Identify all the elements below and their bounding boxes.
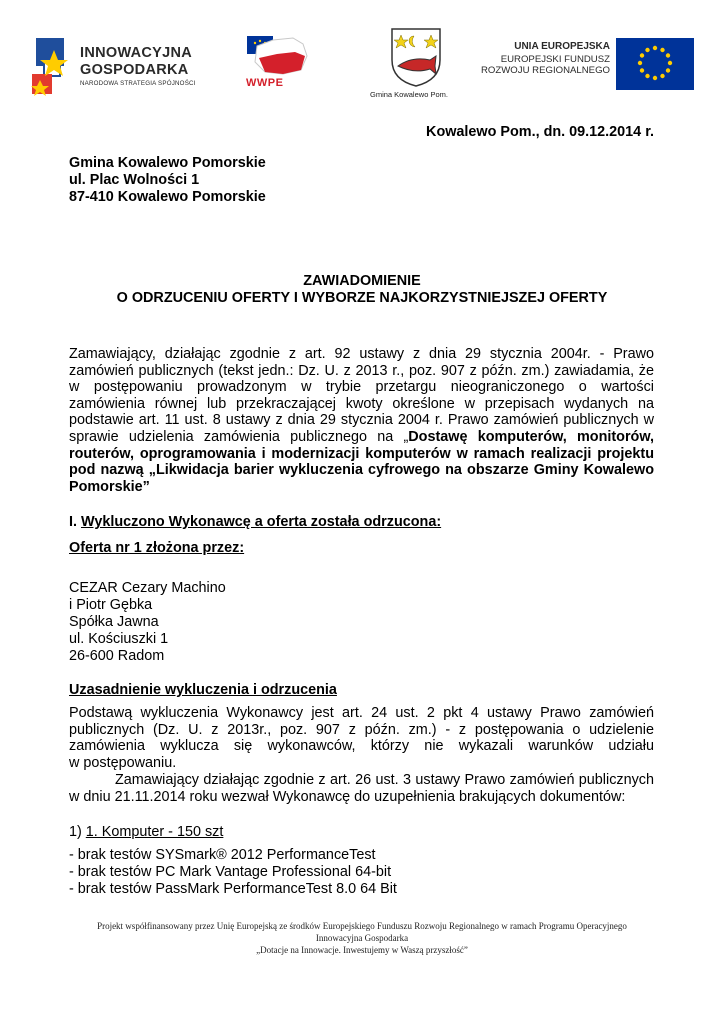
section-1-title: Wykluczono Wykonawcę a oferta została odrzucona:	[81, 514, 442, 530]
wwpe-label: WWPE	[246, 77, 284, 89]
section-1-heading	[69, 514, 441, 531]
eu-title: UNIA EUROPEJSKA	[514, 41, 610, 52]
intro-line6-plain: sprawie udzielenia zamówienia publicznego na „	[69, 428, 409, 445]
coat-of-arms-icon	[388, 26, 444, 88]
contractor-line-4: ul. Kościuszki 1	[69, 631, 169, 647]
item-1	[69, 824, 223, 841]
footer	[40, 920, 684, 956]
footer-line-2: Innowacyjna Gospodarka	[315, 933, 409, 943]
contractor-line-2: i Piotr Gębka	[69, 597, 153, 613]
ig-subtitle: NARODOWA STRATEGIA SPÓJNOŚCI	[80, 80, 196, 87]
intro-bold-line: Pomorskie”	[69, 478, 150, 495]
address-line-1: Gmina Kowalewo Pomorskie	[69, 155, 266, 171]
footer-line-3: „Dotacje na Innowacje. Inwestujemy w Waszą przyszłość”	[256, 945, 468, 955]
address-line-2: ul. Plac Wolności 1	[69, 172, 200, 188]
offer-heading: Oferta nr 1 złożona przez:	[69, 540, 245, 556]
eu-fund-line1: EUROPEJSKI FUNDUSZ	[500, 54, 610, 65]
intro-paragraph	[69, 346, 654, 495]
missing-test-2: - brak testów PC Mark Vantage Professional 64-bit	[69, 864, 392, 880]
eu-logo	[478, 36, 694, 92]
intro-line: podstawie art. 11 ust. 8 ustawy z dnia 29 stycznia 2004 r. Prawo zamówień publicznych w	[69, 412, 654, 429]
intro-line: w postępowaniu prowadzonym w trybie przetargu nieograniczonego o wartości	[69, 379, 654, 396]
document-title: ZAWIADOMIENIE	[303, 273, 421, 289]
para2-line: Zamawiający działając zgodnie z art. 26 ust. 3 ustawy Prawo zamówień publicznych	[115, 772, 654, 788]
para1-line: publicznych (Dz. U. z 2013r., poz. 907 z późn. zm.) - z postępowania o udzielenie	[69, 721, 654, 738]
item-1-label: 1. Komputer - 150 szt	[85, 824, 224, 840]
contractor-line-5: 26-600 Radom	[69, 648, 165, 664]
innowacyjna-gospodarka-logo	[30, 32, 220, 102]
intro-bold-line: pod nazwą „Likwidacja barier wykluczenia cyfrowego na obszarze Gminy Kowalewo	[69, 462, 654, 479]
eu-fund-line2: ROZWOJU REGIONALNEGO	[481, 65, 610, 76]
intro-bold-line: routerów, oprogramowania i modernizacji komputerów w ramach realizacji projektu	[69, 445, 654, 462]
section-1-prefix: I.	[69, 514, 81, 530]
footer-line-1: Projekt współfinansowany przez Unię Europejską ze środków Europejskiego Funduszu Rozwoju Regionalnego w ramach Programu Operacyjnego	[97, 921, 627, 931]
wwpe-logo	[243, 32, 313, 92]
address-line-3: 87-410 Kowalewo Pomorskie	[69, 189, 266, 205]
gmina-caption: Gmina Kowalewo Pom.	[370, 90, 448, 99]
justification-paragraph-2	[69, 772, 654, 805]
item-1-number: 1)	[69, 824, 86, 840]
ig-title-line2: GOSPODARKA	[80, 62, 189, 78]
poland-map-icon	[243, 32, 313, 78]
justification-paragraph-1	[69, 705, 654, 771]
missing-test-1: - brak testów SYSmark® 2012 PerformanceTest	[69, 847, 376, 863]
gmina-coat-of-arms	[368, 26, 464, 102]
para1-line: w postępowaniu.	[69, 754, 177, 771]
justification-heading: Uzasadnienie wykluczenia i odrzucenia	[69, 682, 337, 698]
contractor-line-3: Spółka Jawna	[69, 614, 159, 630]
contractor-line-1: CEZAR Cezary Machino	[69, 580, 226, 596]
para1-line: zamówienia wyklucza się wykonawców, którzy nie wykazali warunków udziału	[69, 738, 654, 755]
document-subtitle: O ODRZUCENIU OFERTY I WYBORZE NAJKORZYSTNIEJSZEJ OFERTY	[116, 290, 608, 306]
ig-title-line1: INNOWACYJNA	[80, 45, 193, 61]
intro-line6-bold: Dostawę komputerów, monitorów,	[408, 428, 654, 445]
missing-test-3: - brak testów PassMark PerformanceTest 8.0 64 Bit	[69, 881, 397, 897]
intro-line: zamówień publicznych (tekst jedn.: Dz. U. z 2013 r., poz. 907 z późn. zm.) zawiadamia, że	[69, 362, 654, 379]
para1-line: Podstawą wykluczenia Wykonawcy jest art. 24 ust. 2 pkt 4 ustawy Prawo zamówień	[69, 705, 654, 721]
eu-flag-icon	[616, 38, 694, 90]
ig-emblem-icon	[30, 34, 78, 100]
document-date: Kowalewo Pom., dn. 09.12.2014 r.	[426, 124, 654, 140]
para2-line: w dniu 21.11.2014 roku wezwał Wykonawcę do uzupełnienia brakujących dokumentów:	[69, 788, 626, 805]
intro-line: Zamawiający, działając zgodnie z art. 92 ustawy z dnia 29 stycznia 2004r. - Prawo	[69, 346, 654, 362]
intro-line: zamówienia równej lub przekraczającej kwoty określone w przepisach wydanych na	[69, 395, 654, 412]
intro-line	[69, 429, 654, 446]
